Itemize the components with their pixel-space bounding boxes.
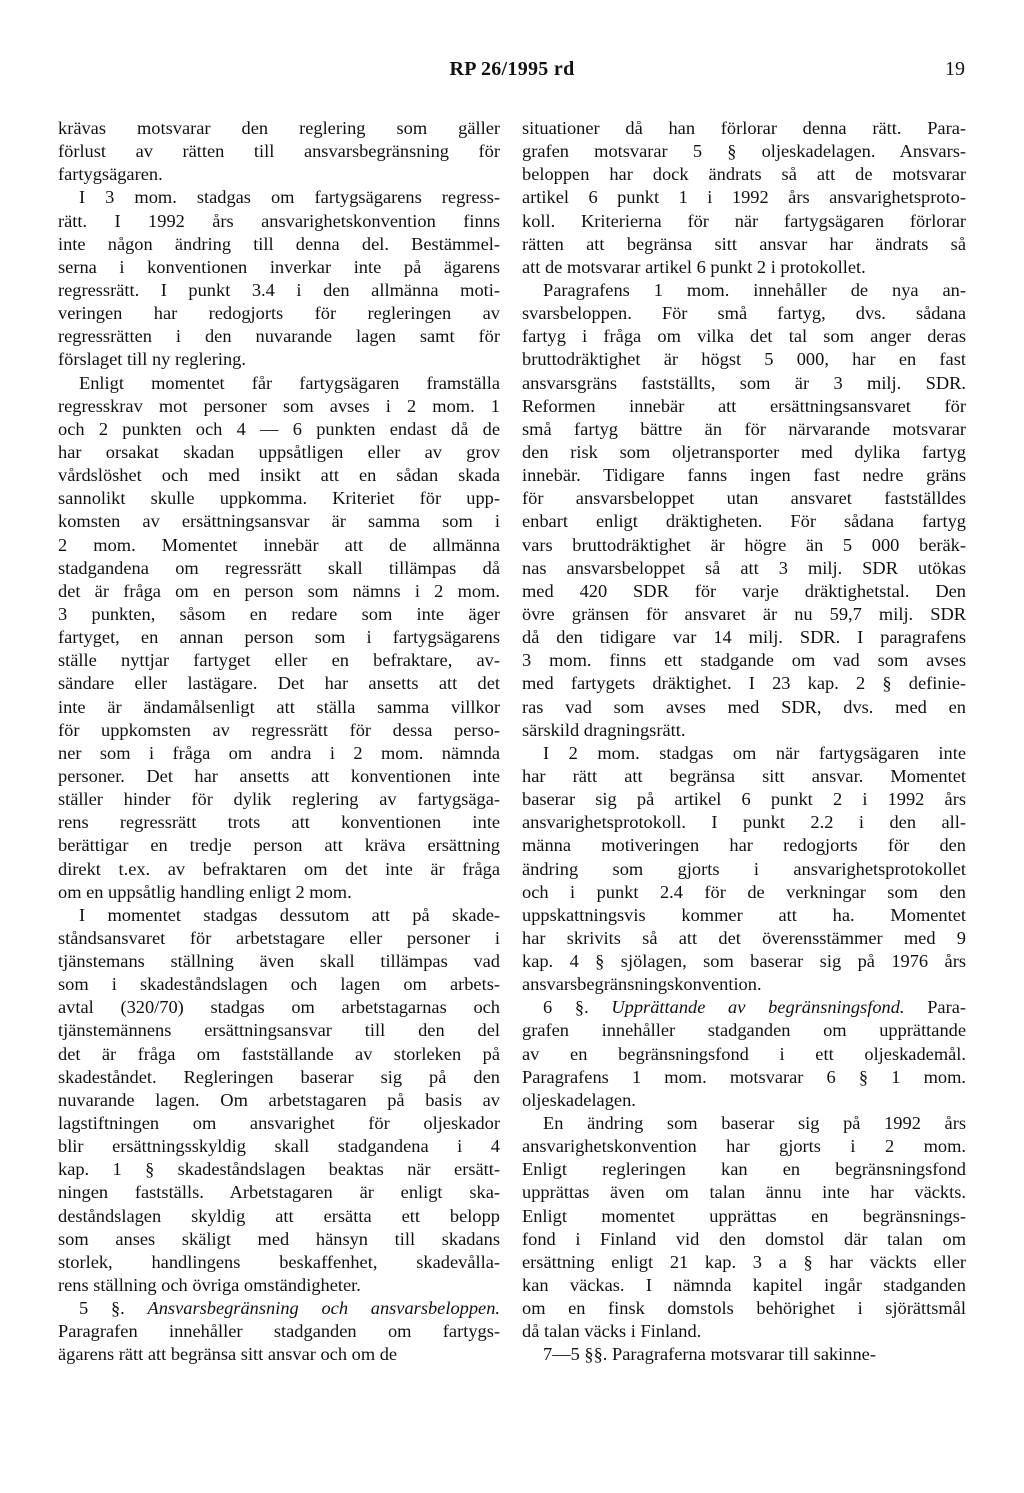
text-line: fond i Finland vid den domstol där talan om [522,1228,966,1249]
text-line: rätten att begränsa sitt ansvar har ändrats så [522,233,966,254]
text-line: ansvarighetskonvention har gjorts i 2 mom. [522,1136,966,1157]
text-line: beloppen har dock ändrats så att de motsvarar [522,164,966,185]
text-line: rätt. I 1992 års ansvarighetskonvention finns [58,210,500,231]
text-line: I momentet stadgas dessutom att på skade- [79,904,500,925]
text-line: och i punkt 2.4 för de verkningar som den [522,881,966,902]
text-line: har orsakat skadan uppsåtligen eller av grov [58,441,500,462]
text-line: förlust av rätten till ansvarsbegränsning för [58,141,500,162]
text-line: männa motiveringen har redogjorts för den [522,835,966,856]
text-line: koll. Kriterierna för när fartygsägaren förlorar [522,210,966,231]
text-line: kap. 4 § sjölagen, som baserar sig på 1976 års [522,951,966,972]
text-line: då talan väcks i Finland. [522,1321,702,1342]
text-line: och 2 punkten och 4 — 6 punkten endast då de [58,418,500,439]
text-line: lagstiftningen om ansvarighet för oljeskador [58,1113,500,1134]
text-line: det är fråga om en person som nämns i 2 mom. [58,580,500,601]
text-line: svarsbeloppen. För små fartyg, dvs. sådana [522,303,966,324]
text-line: Enligt momentet upprättas en begränsnings- [522,1205,966,1226]
text-line: kap. 1 § skadeståndslagen beaktas när ersätt- [58,1159,500,1180]
text-line: uppskattningsvis kommer att ha. Momentet [522,904,966,925]
text-line: Reformen innebär att ersättningsansvaret för [522,395,966,416]
page-number: 19 [945,58,965,80]
text-line: ställe nyttjar fartyget eller en befraktare, av- [58,650,500,671]
right-column-paragraph [522,742,966,997]
text-line: 7—5 §§. Paragraferna motsvarar till sakinne- [543,1344,876,1365]
text-line: fartyget, en annan person som i fartygsägarens [58,627,500,648]
text-line: som anses skäligt med hänsyn till skadans [58,1228,500,1249]
left-column-paragraph [58,186,500,371]
text-line: för uppkomsten av regressrätt för dessa perso- [58,719,500,740]
text-line: ansvarsgräns fastställts, som är 3 milj. SDR. [522,372,966,393]
text-line: deståndslagen skyldig att ersätta ett belopp [58,1205,500,1226]
text-line: med fartygets dräktighet. I 23 kap. 2 § definie- [522,673,966,694]
text-line: blir ersättningsskyldig skall stadgandena i 4 [58,1136,500,1157]
text-line: tjänstemans ställning även skall tillämpas vad [58,951,500,972]
text-line: enbart enligt dräktigheten. För sådana fartyg [522,511,966,532]
text-line: vårdslöshet och med insikt att en sådan skada [58,465,500,486]
text-line: baserar sig på artikel 6 punkt 2 i 1992 års [522,789,966,810]
text-line: I 2 mom. stadgas om när fartygsägaren inte [543,742,966,763]
right-text-column [522,117,966,1367]
running-header-title: RP 26/1995 rd [449,58,575,80]
right-column-paragraph [522,1112,966,1343]
left-text-column [58,117,500,1367]
text-line: ningen fastställs. Arbetstagaren är enligt ska- [58,1182,500,1203]
right-column-paragraph [522,996,966,1112]
left-column-paragraph [58,117,500,186]
text-line: serna i konventionen inverkar inte på ägarens [58,256,500,277]
text-line: då den tidigare var 14 milj. SDR. I paragrafens [522,627,966,648]
text-line: rens ställning och övriga omständigheter. [58,1275,361,1296]
text-line: regressrätt. I punkt 3.4 i den allmänna moti- [58,279,500,300]
text-line: fartyg i fråga om vilka det tal som anger deras [522,326,966,347]
text-line: ställer hinder för dylik reglering av fartygsäga- [58,789,500,810]
text-line: ersättning enligt 21 kap. 3 a § har väckts eller [522,1251,966,1272]
text-line: inte är ändamålsenligt att ställa samma villkor [58,696,500,717]
text-line: grafen motsvarar 5 § oljeskadelagen. Ansvars- [522,141,966,162]
text-line: direkt t.ex. av befraktaren om det inte är fråga [58,858,500,879]
text-line: En ändring som baserar sig på 1992 års [543,1113,966,1134]
text-line: ändring som gjorts i ansvarighetsprotokollet [522,858,966,879]
text-line: veringen har redogjorts för regleringen av [58,303,500,324]
text-line: med 420 SDR för varje dräktighetstal. Den [522,580,966,601]
text-line: upprättas även om talan ännu inte har väckts. [522,1182,966,1203]
text-line: bruttodräktighet är högst 5 000, har en fast [522,349,966,370]
text-line: Enligt momentet får fartygsägaren framställa [79,372,500,393]
text-line: storlek, handlingens beskaffenhet, skadevålla- [58,1251,500,1272]
text-line: personer. Det har ansetts att konventionen inte [58,765,500,786]
text-line: den risk som oljetransporter med dylika fartyg [522,441,966,462]
text-line: situationer då han förlorar denna rätt. Para- [522,118,966,138]
text-line: nas ansvarsbeloppet så att 3 milj. SDR utökas [522,557,966,578]
text-line: avtal (320/70) stadgas om arbetstagarnas och [58,997,500,1018]
text-line: oljeskadelagen. [522,1089,636,1110]
text-line: Paragrafens 1 mom. innehåller de nya an- [543,279,966,300]
text-line: särskild dragningsrätt. [522,719,686,740]
text-line: har skrivits så att det överensstämmer med 9 [522,927,966,948]
text-line: sändare eller lastägare. Det har ansetts att det [58,673,500,694]
text-line: 6 §. Upprättande av begränsningsfond. Para- [543,997,967,1018]
left-column-paragraph [58,1297,500,1366]
text-line: som i skadeståndslagen och lagen om arbets- [58,974,500,995]
text-line: grafen innehåller stadganden om upprättande [522,1020,966,1041]
text-line: kan väckas. I nämnda kapitel ingår stadganden [522,1275,966,1296]
text-line: förslaget till ny reglering. [58,349,246,370]
page-header [0,58,1024,92]
text-line: fartygsägaren. [58,164,163,185]
text-line: 5 §. Ansvarsbegränsning och ansvarsbeloppen. [79,1298,500,1319]
text-line: Enligt regleringen kan en begränsningsfond [522,1159,966,1180]
text-line: av en begränsningsfond i ett oljeskademål. [522,1043,966,1064]
text-line: tjänstemännens ersättningsansvar till den del [58,1020,500,1041]
text-line: skadeståndet. Regleringen baserar sig på den [58,1066,500,1087]
left-column-paragraph [58,904,500,1297]
text-line: om en finsk domstols behörighet i sjörättsmål [522,1298,966,1319]
text-line: regresskrav mot personer som avses i 2 mom. 1 [58,395,500,416]
text-line: rens regressrätt trots att konventionen inte [58,812,500,833]
text-line: ras vad som avses med SDR, dvs. med en [522,696,966,717]
text-line: övre gränsen för ansvaret är nu 59,7 milj. SDR [522,603,966,624]
text-line: 3 punkten, såsom en redare som inte äger [58,603,500,624]
text-line: ansvarsbegränsningskonvention. [522,974,762,995]
right-column-paragraph [522,1343,966,1366]
text-line: I 3 mom. stadgas om fartygsägarens regress- [79,187,500,208]
text-line: det är fråga om fastställande av storleken på [58,1043,500,1064]
text-line: små fartyg bättre än för närvarande motsvarar [522,418,966,439]
text-line: ståndsansvaret för arbetstagare eller personer i [58,927,500,948]
text-line: ansvarighetsprotokoll. I punkt 2.2 i den all- [522,812,966,833]
text-line: vars bruttodräktighet är högre än 5 000 beräk- [522,534,966,555]
text-line: 2 mom. Momentet innebär att de allmänna [58,534,500,555]
text-line: inte någon ändring till denna del. Bestämmel- [58,233,500,254]
text-line: komsten av ersättningsansvar är samma som i [58,511,500,532]
text-line: att de motsvarar artikel 6 punkt 2 i protokollet. [522,256,866,277]
text-line: berättigar en tredje person att kräva ersättning [58,835,500,856]
text-line: ägarens rätt att begränsa sitt ansvar och om de [58,1344,398,1365]
text-line: innebär. Tidigare fanns ingen fast nedre gräns [522,465,966,486]
right-column-paragraph [522,279,966,742]
text-line: krävas motsvarar den reglering som gäller [58,118,500,138]
left-column-paragraph [58,372,500,904]
text-line: ner som i fråga om andra i 2 mom. nämnda [58,742,500,763]
text-line: sannolikt skulle uppkomma. Kriteriet för upp- [58,488,500,509]
text-line: om en uppsåtlig handling enligt 2 mom. [58,881,352,902]
text-line: artikel 6 punkt 1 i 1992 års ansvarighetsproto- [522,187,966,208]
text-line: regressrätten i den nuvarande lagen samt för [58,326,500,347]
right-column-paragraph [522,117,966,279]
text-line: har rätt att begränsa sitt ansvar. Momentet [522,765,966,786]
text-line: nuvarande lagen. Om arbetstagaren på basis av [58,1089,500,1110]
text-line: Paragrafens 1 mom. motsvarar 6 § 1 mom. [522,1066,966,1087]
text-line: Paragrafen innehåller stadganden om fartygs- [58,1321,500,1342]
text-line: 3 mom. finns ett stadgande om vad som avses [522,650,966,671]
text-line: stadgandena om regressrätt skall tillämpas då [58,557,500,578]
text-line: för ansvarsbeloppet utan ansvaret fastställdes [522,488,966,509]
